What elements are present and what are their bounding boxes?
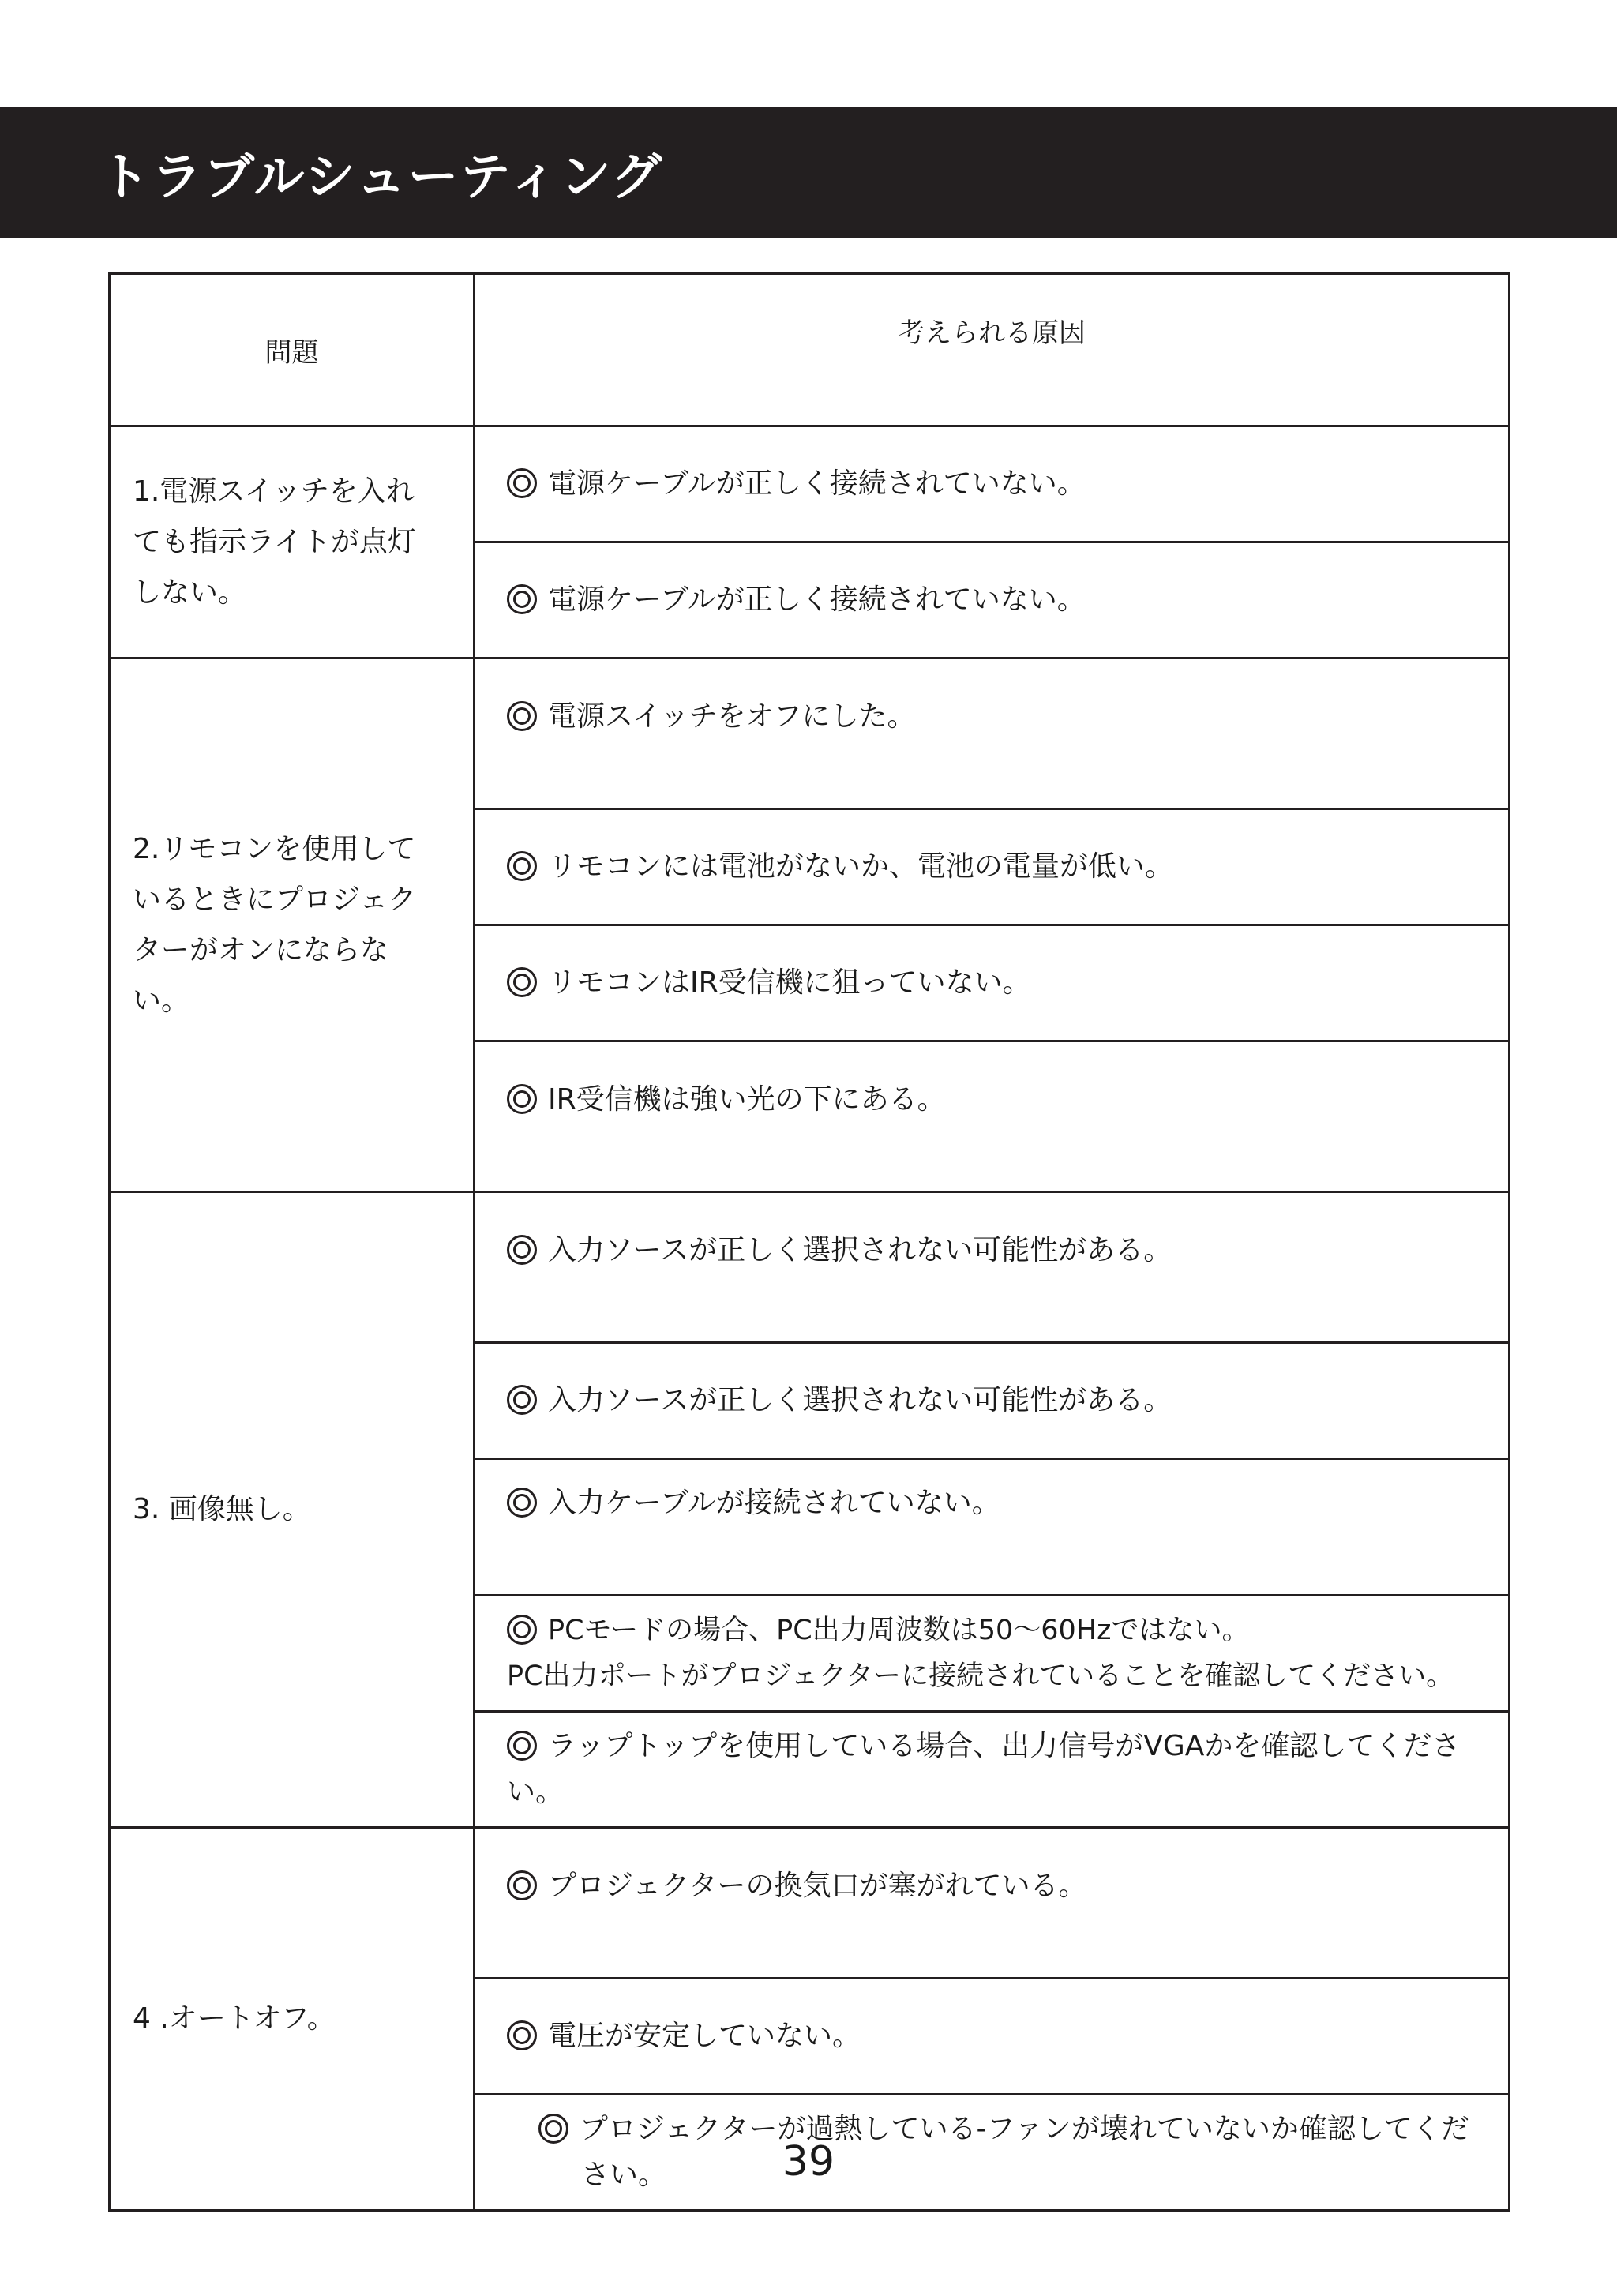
cause-text: リモコンはIR受信機に狙っていない。	[548, 966, 1031, 999]
double-circle-icon	[507, 1870, 537, 1900]
cause-text: 電源スイッチをオフにした。	[548, 700, 916, 733]
table-row	[110, 658, 1510, 809]
cause-text: プロジェクターの換気口が塞がれている。	[548, 1870, 1087, 1902]
cause-text: 電源ケーブルが正しく接続されていない。	[548, 583, 1086, 616]
cause-text: PCモードの場合、PC出力周波数は50～60Hzではない。	[548, 1615, 1250, 1646]
cause-cell	[475, 1979, 1510, 2095]
cause-text: IR受信機は強い光の下にある。	[548, 1083, 946, 1116]
cause-cell	[475, 1712, 1510, 1828]
cause-text: 電源ケーブルが正しく接続されていない。	[548, 467, 1086, 500]
column-header-cause: 考えられる原因	[475, 274, 1510, 426]
cause-text: リモコンには電池がないか、電池の電量が低い。	[548, 850, 1174, 883]
cause-cell	[475, 1192, 1510, 1343]
table-row	[110, 426, 1510, 542]
double-circle-icon	[507, 2020, 537, 2050]
double-circle-icon	[507, 851, 537, 881]
double-circle-icon	[507, 1385, 537, 1415]
problem-cell: 1.電源スイッチを入れても指示ライトが点灯しない。	[110, 426, 475, 658]
cause-cell	[475, 1343, 1510, 1459]
title-bar	[0, 107, 1617, 238]
double-circle-icon	[507, 584, 537, 614]
double-circle-icon	[507, 1615, 537, 1645]
column-header-problem: 問題	[110, 274, 475, 426]
problem-cell: 3. 画像無し。	[110, 1192, 475, 1828]
troubleshooting-table	[108, 272, 1510, 2212]
double-circle-icon	[507, 1084, 537, 1114]
cause-text: 入力ソースが正しく選択されない可能性がある。	[548, 1234, 1172, 1266]
cause-text-extra: PC出力ポートがプロジェクターに接続されていることを確認してください。	[507, 1660, 1454, 1692]
double-circle-icon	[507, 701, 537, 731]
table-row	[110, 1192, 1510, 1343]
cause-cell	[475, 658, 1510, 809]
problem-cell: 2.リモコンを使用しているときにプロジェクターがオンにならない。	[110, 658, 475, 1192]
cause-text: ラップトップを使用している場合、出力信号がVGAかを確認してください。	[507, 1730, 1461, 1808]
table-header-row	[110, 274, 1510, 426]
page-number: 39	[782, 2138, 835, 2185]
cause-text: 電圧が安定していない。	[548, 2020, 861, 2052]
cause-text: 入力ソースが正しく選択されない可能性がある。	[548, 1384, 1172, 1416]
cause-cell	[475, 809, 1510, 925]
double-circle-icon	[507, 1235, 537, 1265]
table-row	[110, 1828, 1510, 1979]
cause-cell	[475, 1828, 1510, 1979]
double-circle-icon	[507, 468, 537, 498]
cause-cell	[475, 542, 1510, 658]
problem-cell: 4 .オートオフ。	[110, 1828, 475, 2211]
cause-text: プロジェクターが過熱している-ファンが壊れていないか確認してください。	[580, 2113, 1469, 2191]
cause-cell	[475, 426, 1510, 542]
double-circle-icon	[507, 1488, 537, 1518]
cause-cell	[475, 1596, 1510, 1712]
double-circle-icon	[507, 967, 537, 997]
cause-text: 入力ケーブルが接続されていない。	[548, 1487, 1000, 1519]
cause-cell	[475, 925, 1510, 1041]
page-title: トラブルシューティング	[99, 148, 664, 207]
cause-cell	[475, 1459, 1510, 1596]
double-circle-icon	[507, 1731, 537, 1761]
cause-cell	[475, 1041, 1510, 1192]
